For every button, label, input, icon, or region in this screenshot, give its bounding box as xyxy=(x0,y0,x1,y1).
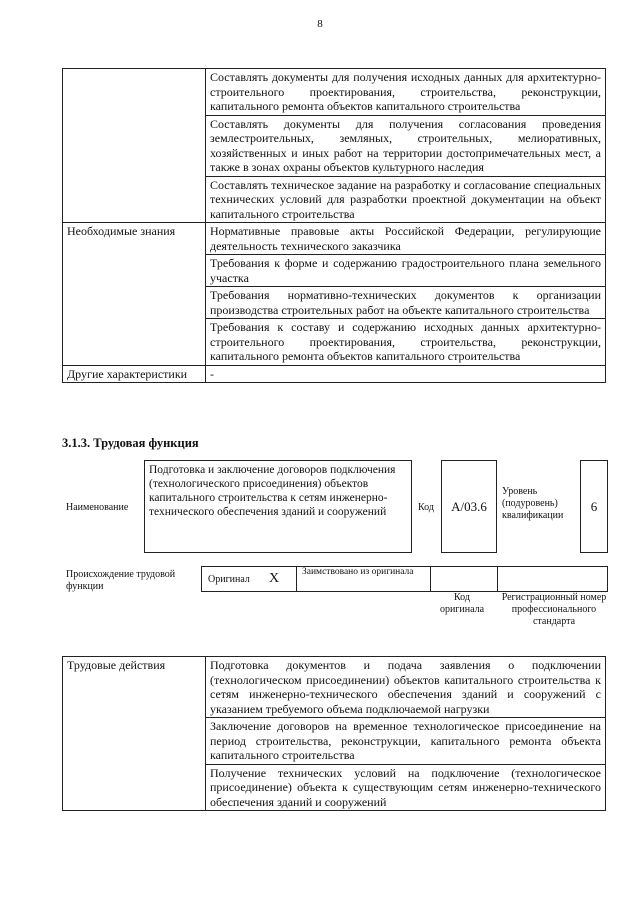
skill-cell: Составлять документы для получения согласования проведения землестроительных, земляных, строительных, мелиоративных, хозяйственных и иных работ на территории достопримечательных мест, а также в зонах охраны объектов культурного наследия xyxy=(206,115,606,176)
other-label: Другие характеристики xyxy=(63,365,206,383)
function-name-box: Подготовка и заключение договоров подключения (технологического присоединения) объектов капитального строительства к сетям инженерно-технического обеспечения зданий и сооружений xyxy=(144,460,412,553)
skills-knowledge-table xyxy=(62,68,606,383)
divider xyxy=(296,567,297,591)
knowledge-cell: Требования нормативно-технических документов к организации производства строительных работ на объекте капитального строительства xyxy=(206,287,606,319)
action-cell: Получение технических условий на подключение (технологическое присоединение) объекта к существующим сетям инженерно-технического обеспечения зданий и сооружений xyxy=(206,764,606,811)
borrowed-label: Заимствовано из оригинала xyxy=(302,567,414,577)
table-row xyxy=(63,69,606,116)
code-value: А/03.6 xyxy=(451,499,487,514)
knowledge-cell: Требования к форме и содержанию градостроительного плана земельного участка xyxy=(206,255,606,287)
divider xyxy=(430,567,431,591)
origin-strip xyxy=(201,566,608,592)
actions-label: Трудовые действия xyxy=(63,657,206,811)
knowledge-cell: Нормативные правовые акты Российской Федерации, регулирующие деятельность технического заказчика xyxy=(206,223,606,255)
action-cell: Заключение договоров на временное технологическое присоединение на период строительства, реконструкции, капитального ремонта объекта капитального строительства xyxy=(206,718,606,765)
level-value: 6 xyxy=(590,499,598,514)
code-caption: Код оригинала xyxy=(439,592,485,615)
knowledge-label: Необходимые знания xyxy=(63,223,206,366)
action-cell: Подготовка документов и подача заявления о подключении (технологическом присоединении) объектов капитального строительства к сетям инженерно-технического обеспечения зданий и сооружений с указанием требуемого объема подключаемой нагрузки xyxy=(206,657,606,718)
code-box xyxy=(441,460,497,553)
empty-label-cell xyxy=(63,69,206,223)
page-number: 8 xyxy=(317,18,323,30)
name-label: Наименование xyxy=(66,502,129,513)
original-mark: X xyxy=(269,571,280,586)
table-row xyxy=(63,657,606,718)
other-value: - xyxy=(206,365,606,383)
table-row xyxy=(63,365,606,383)
table-row xyxy=(63,223,606,255)
original-label: Оригинал xyxy=(208,574,250,585)
code-label: Код xyxy=(418,502,434,513)
reg-caption: Регистрационный номер профессионального стандарта xyxy=(501,592,607,627)
origin-label: Происхождение трудовой функции xyxy=(66,569,176,592)
level-label: Уровень (подуровень) квалификации xyxy=(502,486,564,521)
skill-cell: Составлять техническое задание на разработку и согласование специальных технических условий для разработки проектной документации на объект капитального строительства xyxy=(206,176,606,223)
section-heading: 3.1.3. Трудовая функция xyxy=(62,436,199,450)
level-box xyxy=(580,460,608,553)
labor-actions-table xyxy=(62,656,606,811)
skill-cell: Составлять документы для получения исходных данных для архитектурно-строительного проектирования, строительства, реконструкции, капитального ремонта объектов капитального строительства xyxy=(206,69,606,116)
knowledge-cell: Требования к составу и содержанию исходных данных архитектурно-строительного проектирования, строительства, реконструкции, капитального ремонта объектов капитального строительства xyxy=(206,319,606,366)
divider xyxy=(497,567,498,591)
